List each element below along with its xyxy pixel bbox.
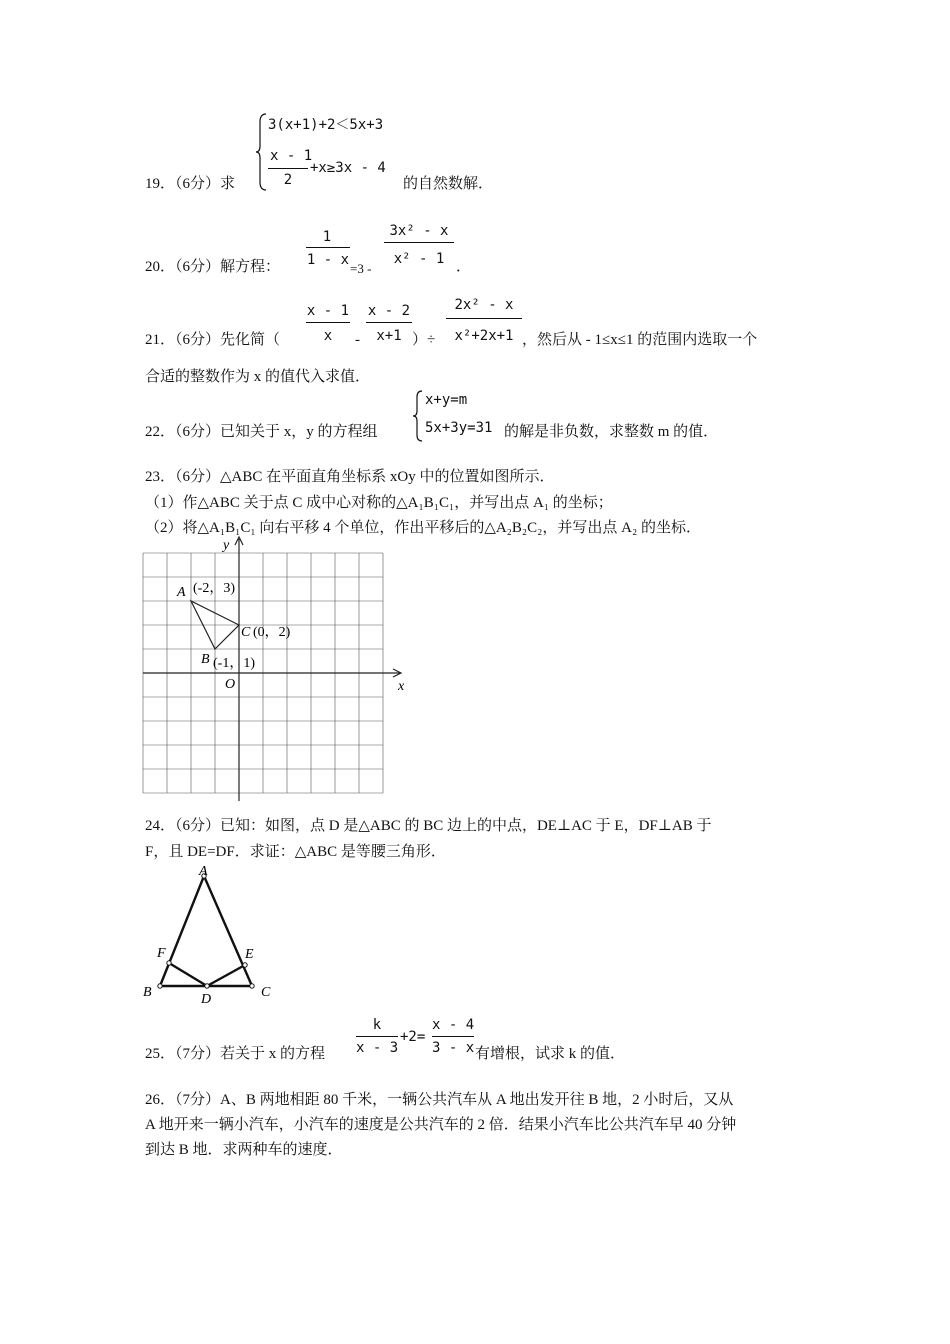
- q25-fraction-1-bar: [356, 1036, 398, 1037]
- q19-fraction-bar: [268, 168, 308, 169]
- q19-fraction-numerator: x - 1: [270, 148, 313, 164]
- point-c-coordinates: (0，2): [253, 625, 291, 640]
- q21-fraction-1-bar: [306, 322, 350, 323]
- q21-fraction-2-denominator: x+1: [376, 328, 402, 344]
- point-c-label: C: [241, 625, 251, 640]
- q23-part-2: （2）将△A₁B₁C₁ 向右平移 4 个单位，作出平移后的△A₂B₂C₂，并写出点 A₂ 的坐标．: [145, 520, 701, 536]
- q26-line-1: 26．（7分）A、B 两地相距 80 千米，一辆公共汽车从 A 地出发开往 B 地，2 小时后，又从: [145, 1092, 734, 1108]
- q20-fraction-1-bar: [306, 247, 350, 248]
- q24-triangle-figure: [135, 862, 285, 1007]
- point-f-label: F: [157, 946, 166, 961]
- q21-tail: ，然后从 - 1≤x≤1 的范围内选取一个: [522, 332, 758, 348]
- q20-equals-three-minus: =3 -: [350, 261, 372, 276]
- q21-fraction-3-numerator: 2x² - x: [454, 297, 514, 313]
- q19-number: 19．（6分）求: [145, 176, 236, 192]
- q24-line-1: 24．（6分）已知：如图，点 D 是△ABC 的 BC 边上的中点，DE⊥AC 于 E，DF⊥AB 于: [145, 818, 712, 834]
- q20-fraction-2-denominator: x² - 1: [393, 251, 445, 267]
- point-e-label: E: [245, 947, 254, 962]
- q25-fraction-2-bar: [432, 1036, 474, 1037]
- point-d-label: D: [201, 992, 212, 1007]
- q26-line-2: A 地开来一辆小汽车，小汽车的速度是公共汽车的 2 倍．结果小汽车比公共汽车早 40 分钟: [145, 1117, 737, 1133]
- q23-title: 23．（6分）△ABC 在平面直角坐标系 xOy 中的位置如图所示．: [145, 469, 555, 485]
- q20-fraction-2-bar: [384, 242, 454, 243]
- x-axis-label: x: [398, 679, 405, 694]
- point-a-coordinates: (-2，3): [193, 581, 235, 596]
- q19-suffix: 的自然数解．: [403, 176, 494, 192]
- q20-number: 20．（6分）解方程：: [145, 259, 281, 275]
- q20-fraction-1-numerator: 1: [322, 229, 332, 245]
- q21-fraction-2-bar: [366, 322, 412, 323]
- q21-fraction-3-denominator: x²+2x+1: [454, 328, 514, 344]
- q25-plus-two-equals: +2=: [400, 1029, 426, 1045]
- q25-number: 25．（7分）若关于 x 的方程: [145, 1046, 326, 1062]
- q22-tail: 的解是非负数，求整数 m 的值．: [504, 424, 719, 440]
- q24-line-2: F，且 DE=DF．求证：△ABC 是等腰三角形．: [145, 844, 446, 860]
- vertex-b-label: B: [143, 985, 152, 1000]
- q25-fraction-1-denominator: x - 3: [356, 1040, 399, 1056]
- q21-minus-sign: -: [355, 332, 360, 348]
- q25-fraction-1-numerator: k: [372, 1017, 382, 1033]
- q19-brace: [255, 112, 269, 192]
- q22-brace: [412, 389, 424, 443]
- q22-equation-1: x+y=m: [425, 392, 468, 408]
- q23-coordinate-graph: [135, 533, 420, 803]
- q25-fraction-2-denominator: 3 - x: [432, 1040, 475, 1056]
- q19-inequality-1: 3(x+1)+2＜5x+3: [268, 117, 384, 133]
- q21-close-paren-divide: ）÷: [412, 332, 436, 348]
- q25-tail: 有增根，试求 k 的值．: [475, 1046, 626, 1062]
- q21-number: 21．（6分）先化简（: [145, 332, 281, 348]
- q20-fraction-1-denominator: 1 - x: [306, 252, 350, 268]
- q21-fraction-3-bar: [446, 318, 522, 319]
- q21-fraction-1-denominator: x: [323, 328, 333, 344]
- vertex-a-label: A: [199, 864, 208, 879]
- q20-fraction-2-numerator: 3x² - x: [389, 223, 449, 239]
- segment-de: [207, 965, 245, 986]
- q21-line-2: 合适的整数作为 x 的值代入求值．: [145, 369, 371, 385]
- q25-fraction-2-numerator: x - 4: [432, 1017, 475, 1033]
- q22-equation-2: 5x+3y=31: [425, 420, 493, 436]
- q21-fraction-2-numerator: x - 2: [367, 303, 411, 319]
- origin-label: O: [225, 677, 236, 692]
- q23-part-1: （1）作△ABC 关于点 C 成中心对称的△A₁B₁C₁，并写出点 A₁ 的坐标；: [145, 495, 613, 511]
- point-a-label: A: [177, 585, 186, 600]
- q21-fraction-1-numerator: x - 1: [306, 303, 350, 319]
- q19-inequality-2-rest: +x≥3x - 4: [310, 160, 386, 176]
- y-axis-label: y: [223, 538, 230, 553]
- q20-period: ．: [456, 259, 472, 275]
- q22-number: 22．（6分）已知关于 x，y 的方程组: [145, 424, 378, 440]
- q19-fraction-denominator: 2: [283, 172, 293, 188]
- point-b-coordinates: (-1，1): [213, 656, 255, 671]
- point-b-label: B: [201, 652, 210, 667]
- segment-df: [169, 963, 207, 986]
- q26-line-3: 到达 B 地．求两种车的速度．: [145, 1142, 343, 1158]
- vertex-c-label: C: [261, 985, 271, 1000]
